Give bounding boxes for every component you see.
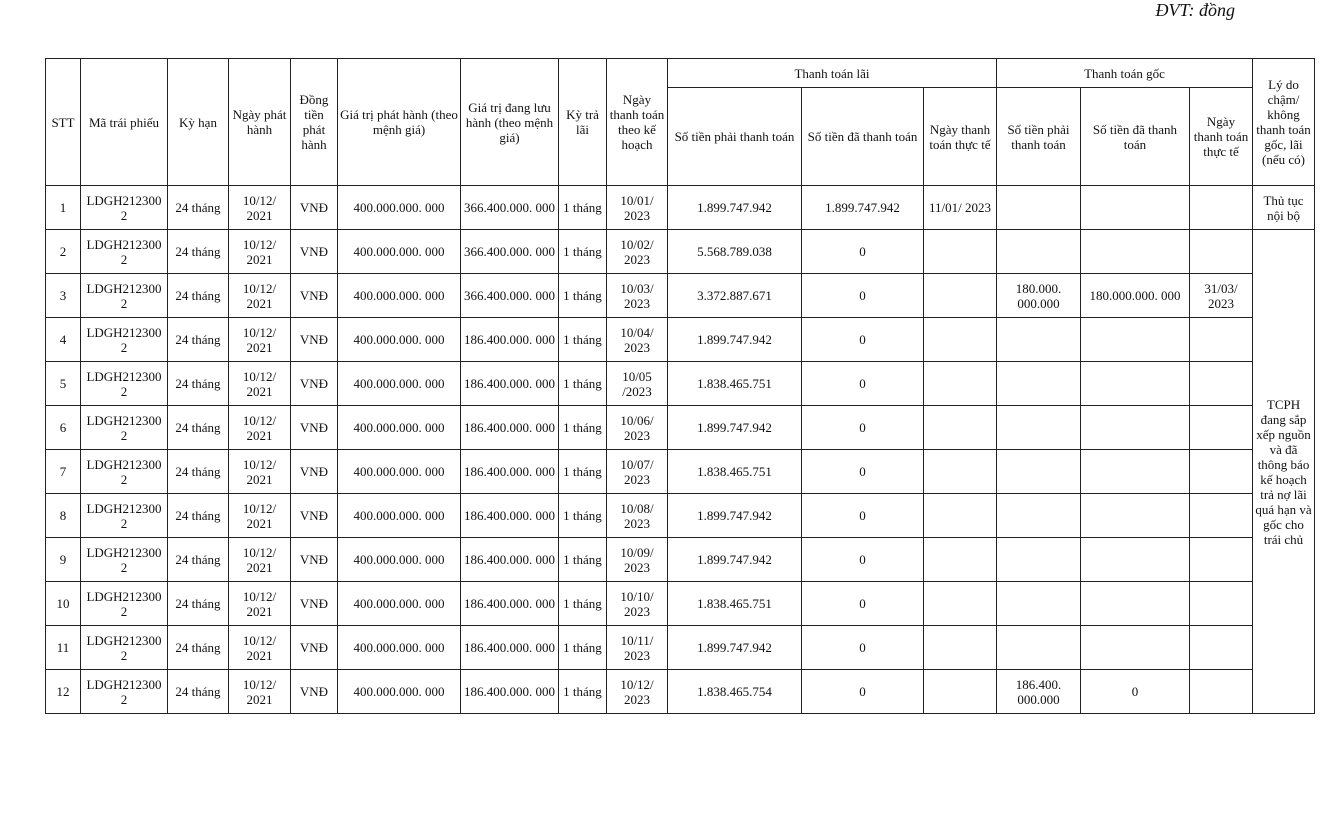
row-stt: 8 <box>46 494 81 538</box>
row-reason-internal: Thủ tục nội bộ <box>1253 186 1315 230</box>
row-interest-period: 1 tháng <box>559 626 607 670</box>
row-issue-date: 10/12/ 2021 <box>229 318 291 362</box>
row-currency: VNĐ <box>291 538 338 582</box>
row-bond-code: LDGH212300 2 <box>81 186 168 230</box>
row-outstanding-value: 186.400.000. 000 <box>461 626 559 670</box>
row-interest-due: 1.838.465.751 <box>668 582 802 626</box>
row-principal-paid <box>1081 450 1190 494</box>
bond-payment-table-wrapper <box>45 58 1315 714</box>
row-outstanding-value: 186.400.000. 000 <box>461 538 559 582</box>
row-planned-date: 10/06/ 2023 <box>607 406 668 450</box>
row-interest-period: 1 tháng <box>559 670 607 714</box>
row-interest-actual-date <box>924 538 997 582</box>
header-interest-amount-due: Số tiền phải thanh toán <box>668 88 802 186</box>
header-issue-value: Giá trị phát hành (theo mệnh giá) <box>338 59 461 186</box>
row-term: 24 tháng <box>168 186 229 230</box>
table-row <box>46 450 1315 494</box>
row-issue-value: 400.000.000. 000 <box>338 230 461 274</box>
row-interest-period: 1 tháng <box>559 186 607 230</box>
row-interest-period: 1 tháng <box>559 494 607 538</box>
row-interest-paid: 0 <box>802 362 924 406</box>
row-outstanding-value: 366.400.000. 000 <box>461 274 559 318</box>
row-planned-date: 10/12/ 2023 <box>607 670 668 714</box>
row-planned-date: 10/09/ 2023 <box>607 538 668 582</box>
row-term: 24 tháng <box>168 274 229 318</box>
table-row <box>46 494 1315 538</box>
row-interest-actual-date <box>924 230 997 274</box>
row-term: 24 tháng <box>168 450 229 494</box>
row-principal-actual-date: 31/03/ 2023 <box>1190 274 1253 318</box>
row-principal-due <box>997 362 1081 406</box>
row-principal-due <box>997 186 1081 230</box>
row-issue-value: 400.000.000. 000 <box>338 362 461 406</box>
bond-payment-table <box>45 58 1315 714</box>
row-planned-date: 10/02/ 2023 <box>607 230 668 274</box>
row-issue-date: 10/12/ 2021 <box>229 494 291 538</box>
row-currency: VNĐ <box>291 670 338 714</box>
row-interest-due: 5.568.789.038 <box>668 230 802 274</box>
row-interest-paid: 0 <box>802 318 924 362</box>
row-outstanding-value: 186.400.000. 000 <box>461 582 559 626</box>
row-interest-due: 1.899.747.942 <box>668 406 802 450</box>
row-issue-date: 10/12/ 2021 <box>229 406 291 450</box>
row-bond-code: LDGH212300 2 <box>81 538 168 582</box>
row-outstanding-value: 186.400.000. 000 <box>461 670 559 714</box>
header-principal-payment: Thanh toán gốc <box>997 59 1253 88</box>
row-interest-due: 1.838.465.754 <box>668 670 802 714</box>
row-principal-paid <box>1081 318 1190 362</box>
row-currency: VNĐ <box>291 186 338 230</box>
row-principal-due <box>997 582 1081 626</box>
row-principal-actual-date <box>1190 582 1253 626</box>
row-issue-value: 400.000.000. 000 <box>338 494 461 538</box>
row-bond-code: LDGH212300 2 <box>81 450 168 494</box>
row-interest-actual-date <box>924 406 997 450</box>
row-term: 24 tháng <box>168 582 229 626</box>
header-stt: STT <box>46 59 81 186</box>
row-interest-due: 1.899.747.942 <box>668 186 802 230</box>
header-interest-amount-paid: Số tiền đã thanh toán <box>802 88 924 186</box>
row-interest-period: 1 tháng <box>559 230 607 274</box>
row-bond-code: LDGH212300 2 <box>81 362 168 406</box>
row-outstanding-value: 186.400.000. 000 <box>461 450 559 494</box>
row-stt: 4 <box>46 318 81 362</box>
row-interest-paid: 0 <box>802 626 924 670</box>
row-principal-paid <box>1081 230 1190 274</box>
row-issue-value: 400.000.000. 000 <box>338 670 461 714</box>
header-interest-period: Kỳ trả lãi <box>559 59 607 186</box>
row-principal-due <box>997 538 1081 582</box>
row-issue-value: 400.000.000. 000 <box>338 406 461 450</box>
row-stt: 11 <box>46 626 81 670</box>
row-bond-code: LDGH212300 2 <box>81 626 168 670</box>
row-interest-paid: 0 <box>802 274 924 318</box>
row-interest-paid: 0 <box>802 494 924 538</box>
row-issue-value: 400.000.000. 000 <box>338 186 461 230</box>
row-interest-due: 1.838.465.751 <box>668 450 802 494</box>
row-principal-due <box>997 318 1081 362</box>
row-currency: VNĐ <box>291 582 338 626</box>
row-planned-date: 10/10/ 2023 <box>607 582 668 626</box>
row-interest-period: 1 tháng <box>559 362 607 406</box>
row-issue-date: 10/12/ 2021 <box>229 538 291 582</box>
row-principal-actual-date <box>1190 450 1253 494</box>
row-interest-paid: 0 <box>802 582 924 626</box>
row-principal-due: 186.400. 000.000 <box>997 670 1081 714</box>
row-currency: VNĐ <box>291 406 338 450</box>
row-term: 24 tháng <box>168 362 229 406</box>
row-issue-date: 10/12/ 2021 <box>229 230 291 274</box>
row-outstanding-value: 186.400.000. 000 <box>461 318 559 362</box>
row-currency: VNĐ <box>291 450 338 494</box>
row-term: 24 tháng <box>168 230 229 274</box>
row-planned-date: 10/01/ 2023 <box>607 186 668 230</box>
row-stt: 9 <box>46 538 81 582</box>
row-issue-date: 10/12/ 2021 <box>229 274 291 318</box>
row-term: 24 tháng <box>168 494 229 538</box>
row-outstanding-value: 186.400.000. 000 <box>461 406 559 450</box>
row-interest-paid: 0 <box>802 538 924 582</box>
row-issue-value: 400.000.000. 000 <box>338 274 461 318</box>
row-stt: 5 <box>46 362 81 406</box>
row-stt: 3 <box>46 274 81 318</box>
row-interest-period: 1 tháng <box>559 274 607 318</box>
table-row <box>46 626 1315 670</box>
row-currency: VNĐ <box>291 230 338 274</box>
row-issue-date: 10/12/ 2021 <box>229 362 291 406</box>
row-principal-due <box>997 450 1081 494</box>
row-term: 24 tháng <box>168 538 229 582</box>
row-issue-date: 10/12/ 2021 <box>229 450 291 494</box>
row-interest-due: 1.899.747.942 <box>668 626 802 670</box>
header-principal-amount-paid: Số tiền đã thanh toán <box>1081 88 1190 186</box>
row-planned-date: 10/07/ 2023 <box>607 450 668 494</box>
row-principal-due <box>997 626 1081 670</box>
row-term: 24 tháng <box>168 406 229 450</box>
row-issue-date: 10/12/ 2021 <box>229 186 291 230</box>
row-interest-actual-date <box>924 318 997 362</box>
row-interest-due: 1.899.747.942 <box>668 538 802 582</box>
header-principal-actual-date: Ngày thanh toán thực tế <box>1190 88 1253 186</box>
row-principal-paid <box>1081 582 1190 626</box>
row-interest-due: 3.372.887.671 <box>668 274 802 318</box>
table-row <box>46 318 1315 362</box>
row-interest-actual-date <box>924 670 997 714</box>
row-planned-date: 10/04/ 2023 <box>607 318 668 362</box>
row-stt: 10 <box>46 582 81 626</box>
row-issue-value: 400.000.000. 000 <box>338 582 461 626</box>
table-row <box>46 186 1315 230</box>
row-term: 24 tháng <box>168 318 229 362</box>
row-bond-code: LDGH212300 2 <box>81 230 168 274</box>
row-principal-paid <box>1081 494 1190 538</box>
header-interest-payment: Thanh toán lãi <box>668 59 997 88</box>
row-principal-paid: 180.000.000. 000 <box>1081 274 1190 318</box>
row-interest-paid: 1.899.747.942 <box>802 186 924 230</box>
row-issue-date: 10/12/ 2021 <box>229 582 291 626</box>
row-currency: VNĐ <box>291 494 338 538</box>
table-row <box>46 362 1315 406</box>
row-principal-actual-date <box>1190 670 1253 714</box>
row-outstanding-value: 366.400.000. 000 <box>461 230 559 274</box>
row-principal-paid <box>1081 406 1190 450</box>
row-principal-actual-date <box>1190 318 1253 362</box>
row-stt: 6 <box>46 406 81 450</box>
row-planned-date: 10/11/ 2023 <box>607 626 668 670</box>
row-stt: 12 <box>46 670 81 714</box>
unit-note: ĐVT: đồng <box>1155 0 1235 20</box>
row-outstanding-value: 186.400.000. 000 <box>461 362 559 406</box>
row-interest-actual-date: 11/01/ 2023 <box>924 186 997 230</box>
row-currency: VNĐ <box>291 626 338 670</box>
row-principal-actual-date <box>1190 494 1253 538</box>
header-planned-payment-date: Ngày thanh toán theo kế hoạch <box>607 59 668 186</box>
row-bond-code: LDGH212300 2 <box>81 274 168 318</box>
row-term: 24 tháng <box>168 670 229 714</box>
table-body <box>46 186 1315 714</box>
row-planned-date: 10/03/ 2023 <box>607 274 668 318</box>
row-principal-due <box>997 494 1081 538</box>
row-principal-actual-date <box>1190 186 1253 230</box>
row-issue-value: 400.000.000. 000 <box>338 538 461 582</box>
row-interest-period: 1 tháng <box>559 582 607 626</box>
row-principal-paid <box>1081 626 1190 670</box>
row-principal-paid <box>1081 362 1190 406</box>
header-issue-date: Ngày phát hành <box>229 59 291 186</box>
row-bond-code: LDGH212300 2 <box>81 406 168 450</box>
row-interest-actual-date <box>924 494 997 538</box>
header-currency: Đồng tiền phát hành <box>291 59 338 186</box>
row-stt: 7 <box>46 450 81 494</box>
row-interest-actual-date <box>924 582 997 626</box>
row-interest-actual-date <box>924 274 997 318</box>
row-planned-date: 10/08/ 2023 <box>607 494 668 538</box>
header-principal-amount-due: Số tiền phải thanh toán <box>997 88 1081 186</box>
row-currency: VNĐ <box>291 318 338 362</box>
row-stt: 1 <box>46 186 81 230</box>
row-interest-due: 1.838.465.751 <box>668 362 802 406</box>
row-issue-date: 10/12/ 2021 <box>229 670 291 714</box>
row-bond-code: LDGH212300 2 <box>81 494 168 538</box>
row-principal-actual-date <box>1190 538 1253 582</box>
row-interest-actual-date <box>924 450 997 494</box>
row-interest-actual-date <box>924 362 997 406</box>
row-bond-code: LDGH212300 2 <box>81 582 168 626</box>
row-issue-value: 400.000.000. 000 <box>338 450 461 494</box>
table-row <box>46 406 1315 450</box>
row-bond-code: LDGH212300 2 <box>81 670 168 714</box>
row-interest-period: 1 tháng <box>559 450 607 494</box>
row-interest-paid: 0 <box>802 230 924 274</box>
row-reason-merged: TCPH đang sắp xếp nguồn và đã thông báo kế hoạch trả nợ lãi quá hạn và gốc cho trái chủ <box>1253 230 1315 714</box>
row-interest-period: 1 tháng <box>559 406 607 450</box>
header-reason: Lý do chậm/ không thanh toán gốc, lãi (nếu có) <box>1253 59 1315 186</box>
row-interest-period: 1 tháng <box>559 318 607 362</box>
row-principal-paid <box>1081 186 1190 230</box>
table-row <box>46 230 1315 274</box>
row-interest-paid: 0 <box>802 406 924 450</box>
row-outstanding-value: 366.400.000. 000 <box>461 186 559 230</box>
row-stt: 2 <box>46 230 81 274</box>
table-row <box>46 538 1315 582</box>
row-principal-actual-date <box>1190 362 1253 406</box>
table-row <box>46 274 1315 318</box>
row-bond-code: LDGH212300 2 <box>81 318 168 362</box>
header-interest-actual-date: Ngày thanh toán thực tế <box>924 88 997 186</box>
row-currency: VNĐ <box>291 274 338 318</box>
row-issue-date: 10/12/ 2021 <box>229 626 291 670</box>
row-term: 24 tháng <box>168 626 229 670</box>
row-outstanding-value: 186.400.000. 000 <box>461 494 559 538</box>
table-row <box>46 670 1315 714</box>
row-currency: VNĐ <box>291 362 338 406</box>
header-term: Kỳ hạn <box>168 59 229 186</box>
row-principal-actual-date <box>1190 230 1253 274</box>
row-principal-actual-date <box>1190 626 1253 670</box>
row-interest-period: 1 tháng <box>559 538 607 582</box>
table-row <box>46 582 1315 626</box>
row-issue-value: 400.000.000. 000 <box>338 318 461 362</box>
row-principal-due: 180.000. 000.000 <box>997 274 1081 318</box>
row-principal-due <box>997 230 1081 274</box>
row-interest-paid: 0 <box>802 670 924 714</box>
row-principal-due <box>997 406 1081 450</box>
row-principal-paid: 0 <box>1081 670 1190 714</box>
header-bond-code: Mã trái phiếu <box>81 59 168 186</box>
row-interest-paid: 0 <box>802 450 924 494</box>
row-interest-actual-date <box>924 626 997 670</box>
header-outstanding-value: Giá trị đang lưu hành (theo mệnh giá) <box>461 59 559 186</box>
row-principal-paid <box>1081 538 1190 582</box>
row-issue-value: 400.000.000. 000 <box>338 626 461 670</box>
row-interest-due: 1.899.747.942 <box>668 318 802 362</box>
row-interest-due: 1.899.747.942 <box>668 494 802 538</box>
row-principal-actual-date <box>1190 406 1253 450</box>
row-planned-date: 10/05 /2023 <box>607 362 668 406</box>
